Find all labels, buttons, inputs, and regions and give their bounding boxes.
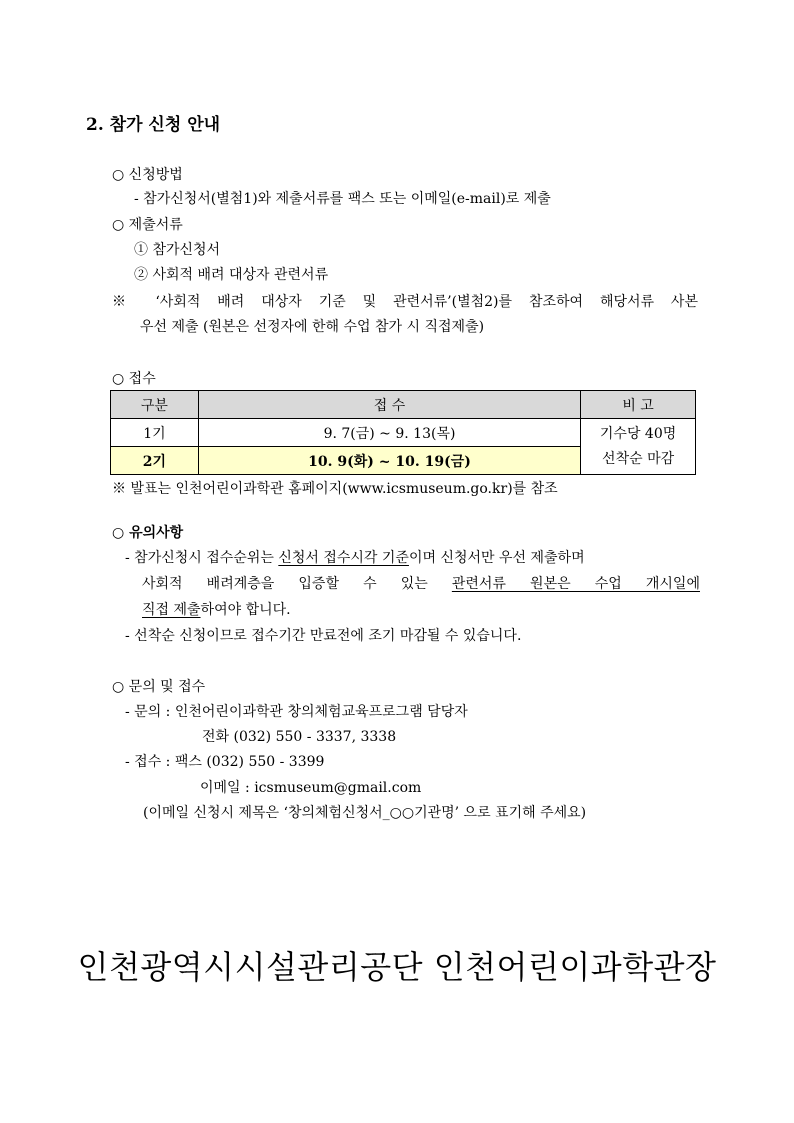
caution-1-line-3 [142,599,291,619]
header-note: 비 고 [581,391,696,419]
caution-underlined: 신청서 접수시각 기준 [278,550,409,566]
period-cell: 10. 9(화) ~ 10. 19(금) [198,447,580,475]
announcement: ※ 발표는 인천어린이과학관 홈페이지(www.icsmuseum.go.kr)를 참조 [112,481,558,497]
method-heading: ○ 신청방법 [112,167,183,183]
contact-inquiry: - 문의 : 인천어린이과학관 창의체험교육프로그램 담당자 [125,704,468,720]
caution-1-line-2 [142,573,700,593]
issuer-signature: 인천광역시시설관리공단 인천어린이과학관장 [77,948,717,986]
note-cell [581,419,696,475]
method-detail: - 참가신청서(별첨1)와 제출서류를 팩스 또는 이메일(e-mail)로 제출 [134,191,551,207]
documents-heading: ○ 제출서류 [112,217,183,233]
contact-heading: ○ 문의 및 접수 [112,679,206,695]
contact-email: 이메일 : icsmuseum@gmail.com [200,780,422,796]
header-period: 접 수 [198,391,580,419]
contact-phone: 전화 (032) 550 - 3337, 3338 [202,729,397,745]
caution-text: 이며 신청서만 우선 제출하며 [408,550,585,566]
documents-note-line-1: ※ ‘사회적 배려 대상자 기준 및 관련서류’(별첨2)를 참조하여 해당서류 사본 [112,294,698,310]
term-cell: 2기 [111,447,199,475]
header-term: 구분 [111,391,199,419]
reception-table [110,390,696,475]
caution-text: - 참가신청시 접수순위는 [125,550,279,566]
documents-note-line-2: 우선 제출 (원본은 선정자에 한해 수업 참가 시 직접제출) [140,319,485,335]
caution-2: - 선착순 신청이므로 접수기간 만료전에 조기 마감될 수 있습니다. [125,628,522,644]
contact-receive: - 접수 : 팩스 (032) 550 - 3399 [125,754,325,770]
note-line-2: 선착순 마감 [602,450,675,467]
table-row [111,419,696,447]
caution-underlined: 관련서류 원본은 수업 개시일에 [451,576,700,592]
caution-text: 사회적 배려계층을 입증할 수 있는 [142,576,452,592]
note-line-1: 기수당 40명 [599,425,677,442]
caution-underlined: 직접 제출 [142,602,201,618]
term-cell: 1기 [111,419,199,447]
documents-item-2: ② 사회적 배려 대상자 관련서류 [134,267,329,283]
table-header-row [111,391,696,419]
period-cell: 9. 7(금) ~ 9. 13(목) [198,419,580,447]
caution-text: 하여야 합니다. [200,602,291,618]
documents-item-1: ① 참가신청서 [134,242,221,258]
section-title: 2. 참가 신청 안내 [86,115,221,135]
caution-1-line-1 [125,547,585,567]
contact-email-note: (이메일 신청시 제목은 ‘창의체험신청서_○○기관명’ 으로 표기해 주세요) [143,805,587,821]
cautions-heading: ○ 유의사항 [112,525,184,541]
reception-heading: ○ 접수 [112,371,156,387]
